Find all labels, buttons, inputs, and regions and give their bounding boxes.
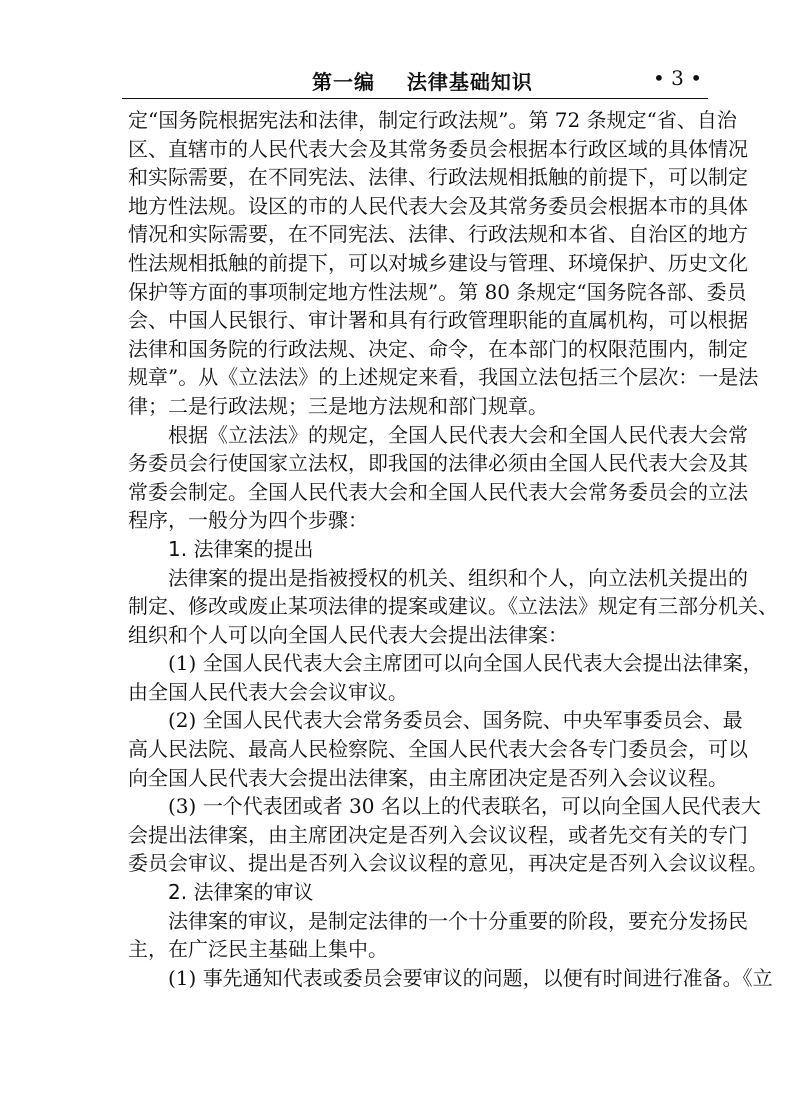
header-title: 第一编 法律基础知识 [312,70,533,94]
body-text [128,106,778,992]
paragraph [128,649,763,706]
text-line: 保护等方面的事项制定地方性法规”。第 80 条规定“国务院各部、委员 [128,279,747,304]
text-line: 区、直辖市的人民代表大会及其常务委员会根据本行政区域的具体情况 [128,136,748,161]
text-line: (1) 事先通知代表或委员会要审议的问题，以便有时间进行准备。《立 [168,965,773,990]
text-line: 定“国务院根据宪法和法律，制定行政法规”。第 72 条规定“省、自治 [128,108,737,132]
text-line: 根据《立法法》的规定，全国人民代表大会和全国人民代表大会常 [168,422,748,447]
running-header [122,66,708,99]
text-line: 由全国人民代表大会会议审议。 [128,679,408,704]
page-number: • 3 • [652,66,702,90]
text-line: 地方性法规。设区的市的人民代表大会及其常务委员会根据本市的具体 [128,193,748,218]
paragraph [128,792,768,878]
text-line: 委员会审议、提出是否列入会议议程的意见，再决定是否列入会议议程。 [128,851,768,876]
section-heading [128,878,712,907]
text-line: 规章”。从《立法法》的上述规定来看，我国立法包括三个层次：一是法 [128,365,759,390]
paragraph [128,907,748,964]
text-line: 法律案的审议，是制定法律的一个十分重要的阶段，要充分发扬民 [168,908,748,933]
paragraph [128,564,778,650]
text-line: 会、中国人民银行、审计署和具有行政管理职能的直属机构，可以根据 [128,308,748,333]
text-line: 律；二是行政法规；三是地方法规和部门规章。 [128,393,548,418]
text-line: 法律案的提出是指被授权的机关、组织和个人，向立法机关提出的 [168,565,748,590]
paragraph [128,706,748,792]
text-line: 性法规相抵触的前提下，可以对城乡建设与管理、环境保护、历史文化 [128,250,748,275]
text-line: 法律和国务院的行政法规、决定、命令，在本部门的权限范围内，制定 [128,336,748,361]
paragraph [128,964,773,993]
paragraph [128,421,748,535]
text-line: 程序，一般分为四个步骤： [128,508,368,533]
text-line: 制定、修改或废止某项法律的提案或建议。《立法法》规定有三部分机关、 [128,594,778,619]
text-line: 常委会制定。全国人民代表大会和全国人民代表大会常务委员会的立法 [128,479,748,504]
text-line: (3) 一个代表团或者 30 名以上的代表联名，可以向全国人民代表大 [168,794,761,819]
text-line: (2) 全国人民代表大会常务委员会、国务院、中央军事委员会、最 [168,708,743,733]
text-line: 高人民法院、最高人民检察院、全国人民代表大会各专门委员会，可以 [128,737,748,762]
heading-text: 2. 法律案的审议 [168,880,314,905]
paragraph [128,106,759,421]
text-line: (1) 全国人民代表大会主席团可以向全国人民代表大会提出法律案， [168,651,763,676]
text-line: 务委员会行使国家立法权，即我国的法律必须由全国人民代表大会及其 [128,451,748,476]
text-line: 会提出法律案，由主席团决定是否列入会议议程，或者先交有关的专门 [128,822,748,847]
text-line: 向全国人民代表大会提出法律案，由主席团决定是否列入会议议程。 [128,765,728,790]
text-line: 和实际需要，在不同宪法、法律、行政法规相抵触的前提下，可以制定 [128,165,748,190]
text-line: 主，在广泛民主基础上集中。 [128,937,388,962]
section-heading [128,535,712,564]
heading-text: 1. 法律案的提出 [168,536,314,561]
text-line: 组织和个人可以向全国人民代表大会提出法律案： [128,622,568,647]
text-line: 情况和实际需要，在不同宪法、法律、行政法规和本省、自治区的地方 [128,222,748,247]
